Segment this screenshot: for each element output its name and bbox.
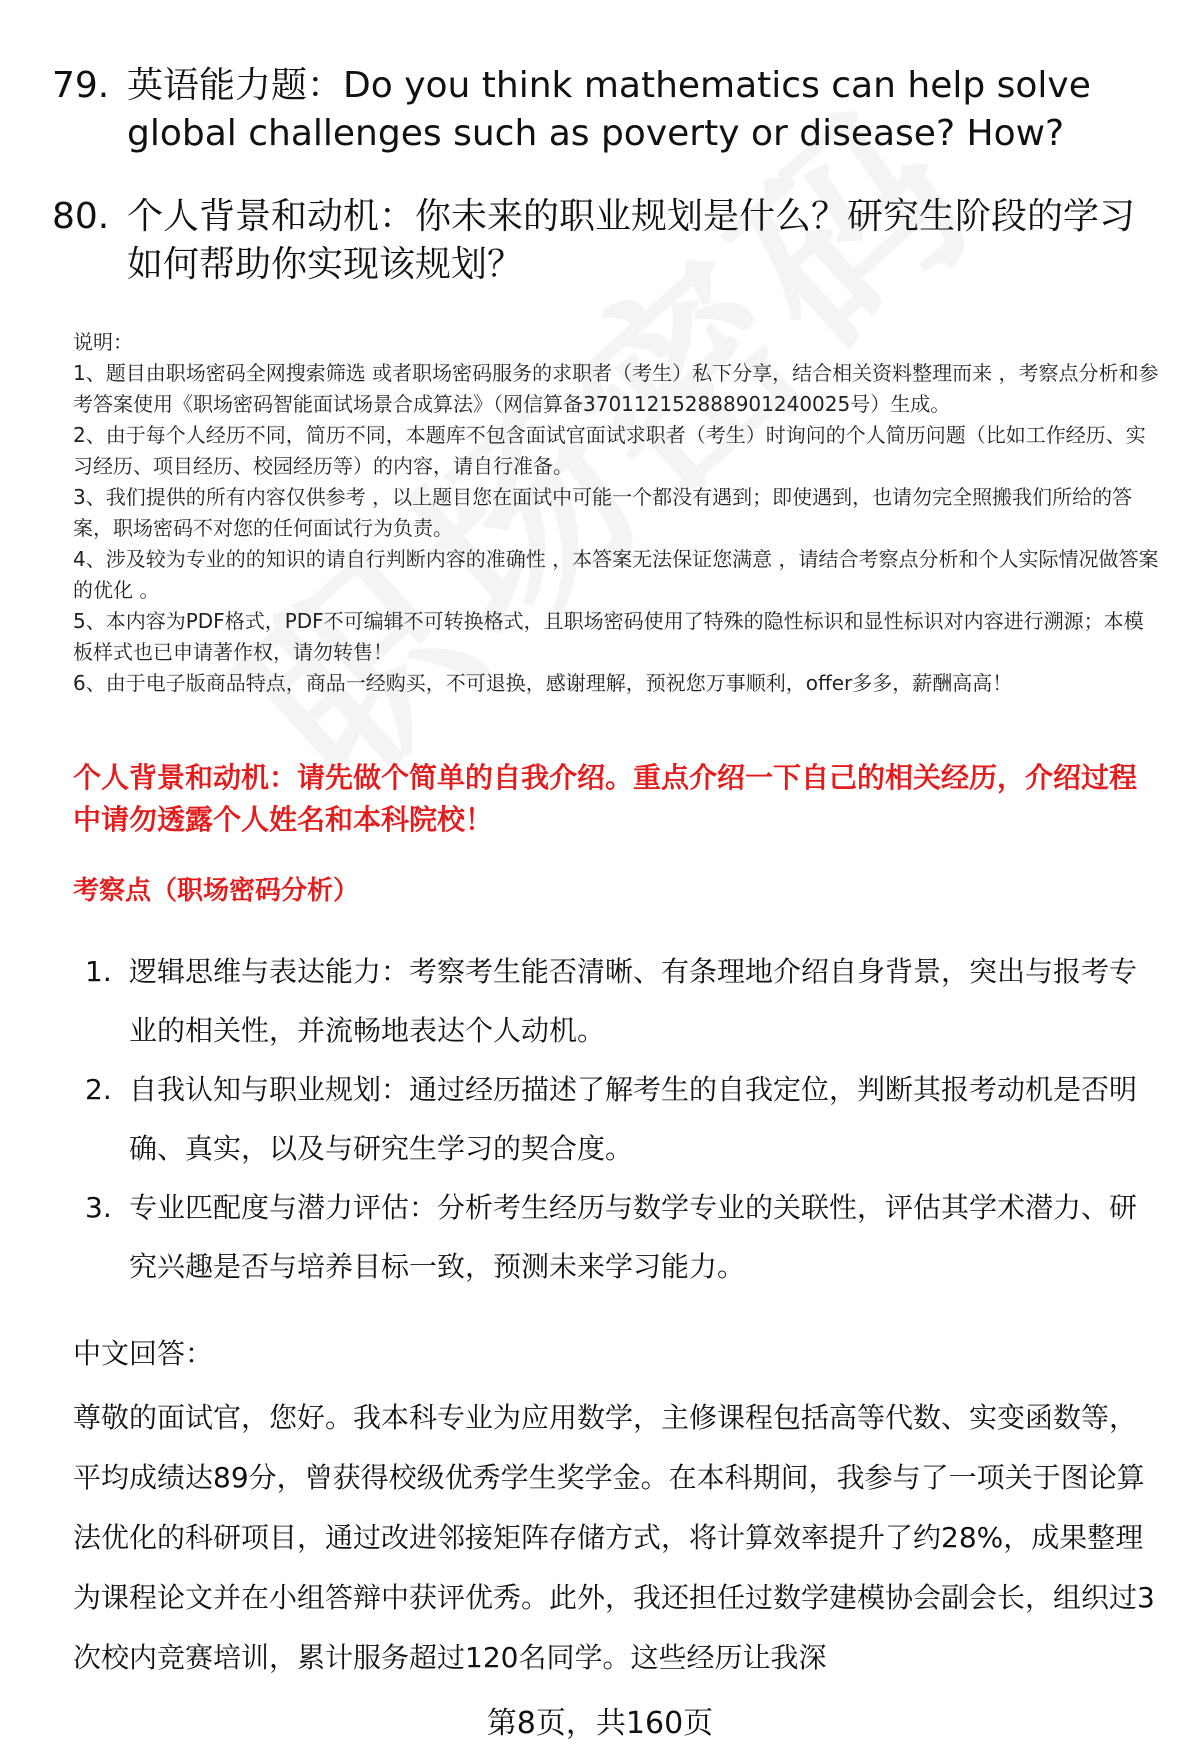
question-number: 80. — [52, 196, 110, 237]
point-number: 1. — [85, 955, 112, 988]
note-item: 5、本内容为PDF格式，PDF不可编辑不可转换格式，且职场密码使用了特殊的隐性标识和显性标识对内容进行溯源；本模板样式也已申请著作权，请勿转售！ — [73, 609, 1144, 664]
question-80 — [52, 193, 1142, 289]
question-text: 英语能力题：Do you think mathematics can help solve global challenges such as poverty or disease? How? — [127, 65, 1091, 154]
notes-block — [73, 327, 1163, 699]
highlighted-question: 个人背景和动机：请先做个简单的自我介绍。重点介绍一下自己的相关经历，介绍过程中请勿透露个人姓名和本科院校！ — [73, 761, 1138, 836]
note-item: 3、我们提供的所有内容仅供参考 ，以上题目您在面试中可能一个都没有遇到；即使遇到，也请勿完全照搬我们所给的答案，职场密码不对您的任何面试行为负责。 — [73, 485, 1133, 540]
note-item: 6、由于电子版商品特点，商品一经购买，不可退换，感谢理解，预祝您万事顺利，offer多多，薪酬高高！ — [73, 671, 1013, 695]
page-footer: 第8页，共160页 — [486, 1706, 714, 1741]
assessment-points — [85, 942, 1150, 1296]
point-text: 逻辑思维与表达能力：考察考生能否清晰、有条理地介绍自身背景，突出与报考专业的相关性，并流畅地表达个人动机。 — [129, 955, 1138, 1047]
list-item — [85, 1060, 1150, 1178]
note-item: 1、题目由职场密码全网搜索筛选 或者职场密码服务的求职者（考生）私下分享，结合相关资料整理而来 ，考察点分析和参考答案使用《职场密码智能面试场景合成算法》（网信算备370112152888901240025号）生成。 — [73, 361, 1159, 416]
note-item: 4、涉及较为专业的的知识的请自行判断内容的准确性 ，本答案无法保证您满意 ，请结合考察点分析和个人实际情况做答案的优化 。 — [73, 547, 1159, 602]
section-title: 考察点（职场密码分析） — [73, 876, 360, 906]
point-number: 2. — [85, 1073, 112, 1106]
question-number: 79. — [52, 65, 110, 106]
notes-title: 说明： — [73, 330, 133, 354]
note-item: 2、由于每个人经历不同，简历不同，本题库不包含面试官面试求职者（考生）时询问的个人简历问题（比如工作经历、实习经历、项目经历、校园经历等）的内容，请自行准备。 — [73, 423, 1146, 478]
answer-label: 中文回答： — [73, 1337, 214, 1370]
point-text: 自我认知与职业规划：通过经历描述了解考生的自我定位，判断其报考动机是否明确、真实，以及与研究生学习的契合度。 — [129, 1073, 1138, 1165]
question-text: 个人背景和动机：你未来的职业规划是什么？研究生阶段的学习如何帮助你实现该规划？ — [127, 196, 1136, 285]
point-text: 专业匹配度与潜力评估：分析考生经历与数学专业的关联性，评估其学术潜力、研究兴趣是否与培养目标一致，预测未来学习能力。 — [129, 1191, 1138, 1283]
list-item — [85, 1178, 1150, 1296]
answer-body: 尊敬的面试官，您好。我本科专业为应用数学，主修课程包括高等代数、实变函数等，平均成绩达89分，曾获得校级优秀学生奖学金。在本科期间，我参与了一项关于图论算法优化的科研项目，通过改进邻接矩阵存储方式，将计算效率提升了约28%，成果整理为课程论文并在小组答辩中获评优秀。此外，我还担任过数学建模协会副会长，组织过3次校内竞赛培训，累计服务超过120名同学。这些经历让我深 — [73, 1401, 1155, 1674]
list-item — [85, 942, 1150, 1060]
question-79 — [52, 62, 1142, 158]
point-number: 3. — [85, 1191, 112, 1224]
